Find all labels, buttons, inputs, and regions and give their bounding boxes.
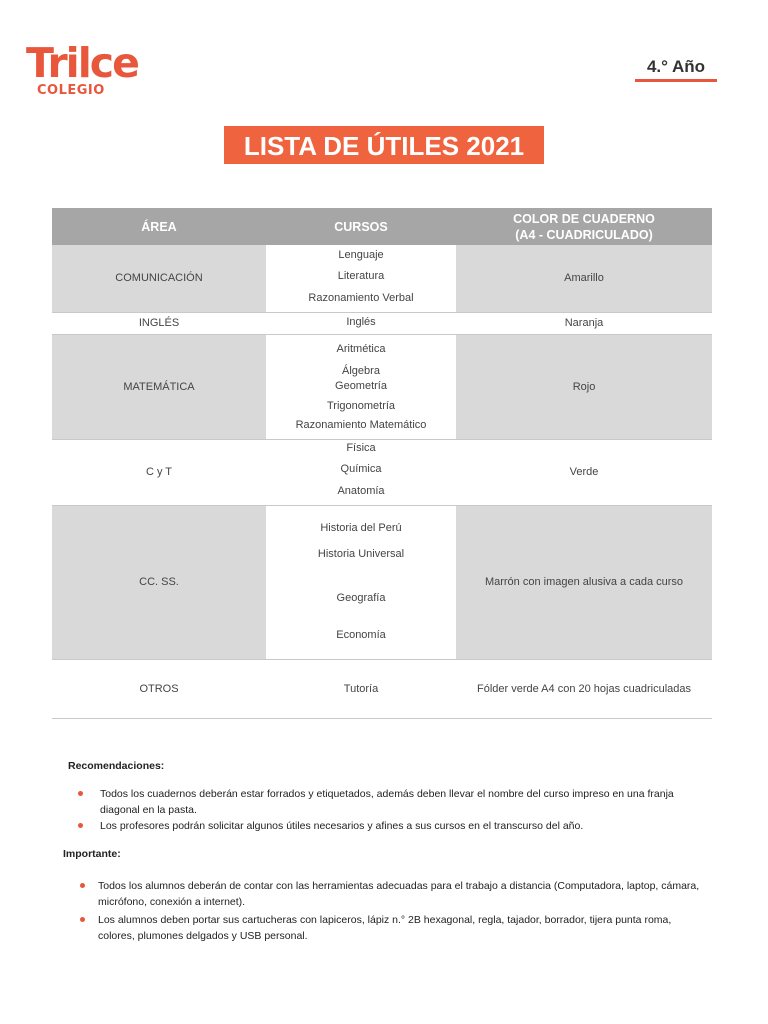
logo-subtitle: COLEGIO (37, 83, 105, 98)
course-name: Literatura (337, 269, 385, 282)
table-row (52, 659, 712, 718)
list-item-text: Los alumnos deben portar sus cartucheras con lapiceros, lápiz n.° 2B hexagonal, regla, tajador, borrador, tijera punta roma, colores, plumones delgados y USB personal. (98, 914, 672, 942)
row-area: OTROS (52, 659, 266, 718)
row-courses (266, 245, 456, 312)
list-item (62, 878, 702, 910)
bullet-icon (78, 823, 83, 828)
row-courses (266, 312, 456, 334)
row-area: CC. SS. (52, 505, 266, 659)
supplies-table (52, 208, 712, 719)
row-courses (266, 505, 456, 659)
list-item (62, 818, 702, 834)
recommendations-list (62, 786, 702, 834)
header-courses: CURSOS (266, 208, 456, 245)
header-color-line1: COLOR DE CUADERNO (513, 211, 655, 226)
list-item-text: Todos los alumnos deberán de contar con las herramientas adecuadas para el trabajo a distancia (Computadora, laptop, cámara, micrófono, conexión a internet). (98, 880, 700, 908)
row-color: Naranja (456, 312, 712, 334)
course-name: Álgebra (342, 365, 380, 378)
row-color: Fólder verde A4 con 20 hojas cuadriculadas (456, 659, 712, 718)
table-row (52, 505, 712, 659)
course-name: Tutoría (343, 682, 379, 695)
table-header-row (52, 208, 712, 245)
recommendations-heading: Recomendaciones: (68, 760, 165, 772)
table-row (52, 245, 712, 312)
list-item (62, 912, 702, 944)
bullet-icon (78, 791, 83, 796)
course-name: Geografía (336, 591, 386, 604)
row-color: Rojo (456, 334, 712, 439)
row-courses (266, 439, 456, 505)
logo-wordmark: Trilce (26, 39, 138, 87)
course-name: Razonamiento Matemático (295, 418, 427, 431)
list-item-text: Todos los cuadernos deberán estar forrados y etiquetados, además deben llevar el nombre del curso impreso en una franja diagonal en la pasta. (100, 788, 674, 816)
course-name: Aritmética (336, 343, 386, 356)
row-area: COMUNICACIÓN (52, 245, 266, 312)
course-name: Química (340, 462, 382, 475)
row-courses (266, 659, 456, 718)
course-name: Historia Universal (317, 548, 405, 561)
table-row (52, 334, 712, 439)
important-heading: Importante: (63, 848, 121, 860)
bullet-icon (80, 883, 85, 888)
row-area: C y T (52, 439, 266, 505)
table-row (52, 439, 712, 505)
row-color: Verde (456, 439, 712, 505)
row-area: MATEMÁTICA (52, 334, 266, 439)
row-color: Amarillo (456, 245, 712, 312)
list-item-text: Los profesores podrán solicitar algunos útiles necesarios y afines a sus cursos en el transcurso del año. (100, 820, 584, 832)
page-title: LISTA DE ÚTILES 2021 (224, 126, 544, 164)
header-area: ÁREA (52, 208, 266, 245)
trilce-logo (26, 40, 138, 98)
bullet-icon (80, 917, 85, 922)
course-name: Lenguaje (338, 249, 384, 262)
course-name: Física (346, 441, 376, 454)
row-area: INGLÉS (52, 312, 266, 334)
course-name: Razonamiento Verbal (308, 291, 414, 304)
course-name: Trigonometría (326, 399, 396, 412)
row-color: Marrón con imagen alusiva a cada curso (456, 505, 712, 659)
row-courses (266, 334, 456, 439)
course-name: Anatomía (337, 485, 385, 498)
table-row (52, 312, 712, 334)
grade-label: 4.° Año (635, 56, 717, 82)
course-name: Inglés (346, 316, 376, 329)
course-name: Historia del Perú (320, 522, 402, 535)
important-list (62, 878, 702, 944)
list-item (62, 786, 702, 818)
course-name: Geometría (335, 380, 387, 393)
header-color (456, 208, 712, 245)
notes-section (62, 760, 702, 944)
header-color-line2: (A4 - CUADRICULADO) (515, 227, 653, 242)
course-name: Economía (336, 628, 386, 641)
